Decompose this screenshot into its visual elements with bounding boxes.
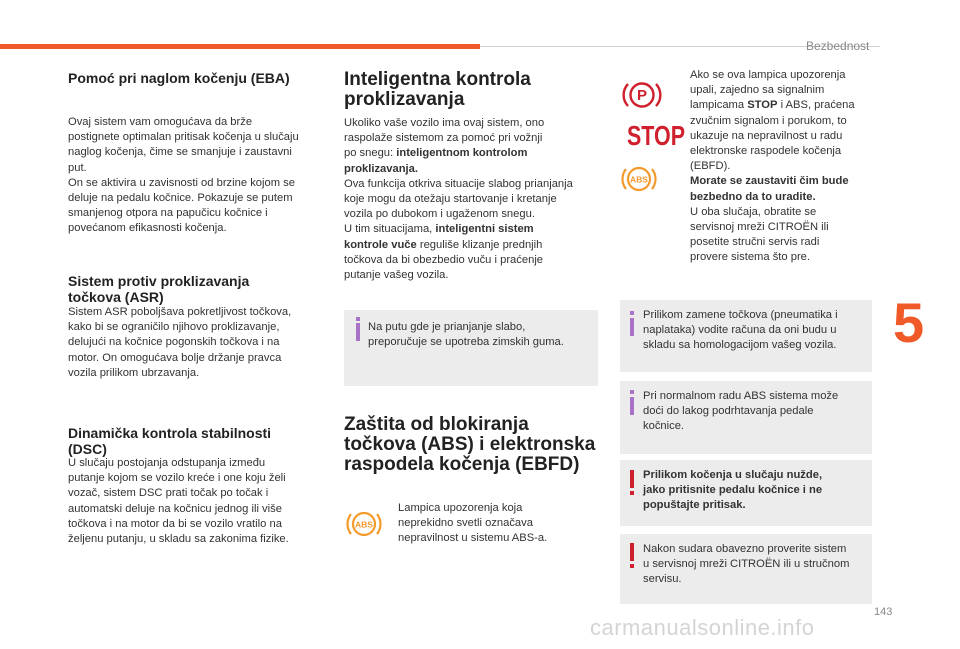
abs-warning-lamp-icon	[346, 507, 382, 541]
warning-icon	[630, 543, 634, 561]
abs-lamp-label: ABS	[355, 519, 373, 530]
section-label: Bezbednost	[806, 39, 870, 53]
info-text-winter-tyres: Na putu gde je prianjanje slabo, preporučuje se upotreba zimskih guma.	[368, 321, 564, 349]
stop-lamp-icon	[626, 118, 686, 150]
eba-text: Ovaj sistem vam omogućava da brže postignete optimalan pritisak kočenja u slučaju naglog kočenja, čime se smanjuje i zaustavni put. On se aktivira u zavisnosti od brzine kojom se deluje na pedalu kočnice. Pokazuje se putem smanjenog otpora na papučicu kočnice i povećanom efikasnosti kočenja.	[68, 116, 299, 235]
warning-text-emergency-braking: Prilikom kočenja u slučaju nužde, jako pritisnite pedalu kočnice i ne popuštajte pritisak.	[643, 469, 823, 512]
info-icon-dot	[630, 390, 634, 394]
eba-heading: Pomoć pri naglom kočenju (EBA)	[68, 70, 290, 86]
abs-lamp-label-2: ABS	[630, 174, 648, 185]
stop-lamp-label: STOP	[627, 120, 685, 151]
chapter-number: 5	[893, 291, 925, 354]
info-icon	[630, 318, 634, 336]
intelligent-traction-heading: Inteligentna kontrola proklizavanja	[344, 69, 531, 110]
page-number: 143	[874, 606, 893, 618]
abs-lamp-icon	[620, 162, 658, 196]
warning-icon	[630, 470, 634, 488]
parking-brake-lamp-icon	[622, 78, 662, 112]
info-icon	[356, 323, 360, 341]
header-accent-bar	[0, 44, 480, 49]
watermark: carmanualsonline.info	[590, 615, 815, 640]
warning-icon-dot	[630, 491, 634, 495]
parking-lamp-label: P	[636, 87, 648, 104]
warning-text-after-collision: Nakon sudara obavezno proverite sistem u servisnoj mreži CITROËN ili u stručnom servisu.	[643, 543, 850, 586]
ebfd-lamps-text: Ako se ova lampica upozorenja upali, zajedno sa signalnim lampicama STOP i ABS, praćena zvučnim signalom i porukom, to ukazuje na nepravilnost u radu elektronske raspodele kočenja (EBFD). Morate se zaustaviti čim bude bezbedno da to uradite. U oba slučaja, obratite se servisnoj mreži CITROËN ili posetite stručni servis radi provere sistema što pre.	[690, 69, 855, 264]
abs-lamp-text: Lampica upozorenja koja neprekidno svetli označava nepravilnost u sistemu ABS-a.	[398, 502, 548, 545]
info-icon-dot	[630, 311, 634, 315]
info-icon	[630, 397, 634, 415]
info-icon-dot	[356, 317, 360, 321]
info-text-wheels: Prilikom zamene točkova (pneumatika i naplataka) vodite računa da oni budu u skladu sa homologacijom vašeg vozila.	[643, 309, 838, 352]
intelligent-traction-text: Ukoliko vaše vozilo ima ovaj sistem, ono raspolaže sistemom za pomoć pri vožnji po snegu: inteligentnom kontrolom proklizavanja. Ova funkcija otkriva situacije slabog prianjanja koje mogu da otežaju startovanje i kretanje vozila po dubokom i ugaženom snegu. U tim situacijama, inteligentni sistem kontrole vuče reguliše klizanje prednjih točkova da bi obezbedio vuču i praćenje putanje vašeg vozila.	[344, 117, 573, 282]
abs-heading: Zaštita od blokiranja točkova (ABS) i elektronska raspodela kočenja (EBFD)	[344, 414, 596, 475]
dsc-heading: Dinamička kontrola stabilnosti (DSC)	[68, 425, 272, 457]
dsc-text: U slučaju postojanja odstupanja između putanje kojom se vozilo kreće i one koju želi vozač, sistem DSC prati točak po točak i automatski deluje na kočnicu jednog ili više točkova i na motor da bi se vozilo vratilo na željenu putanju, u skladu sa zakonima fizike.	[68, 457, 289, 546]
asr-text: Sistem ASR poboljšava pokretljivost točkova, kako bi se ograničilo njihovo proklizavanje, delujući na kočnice pogonskih točkova i na motor. On omogućava bolje držanje pravca vozila prilikom ubrzavanja.	[68, 306, 292, 379]
warning-icon-dot	[630, 564, 634, 568]
info-text-abs-pedal: Pri normalnom radu ABS sistema može doći do lakog podrhtavanja pedale kočnice.	[643, 390, 839, 433]
asr-heading: Sistem protiv proklizavanja točkova (ASR)	[68, 273, 250, 305]
